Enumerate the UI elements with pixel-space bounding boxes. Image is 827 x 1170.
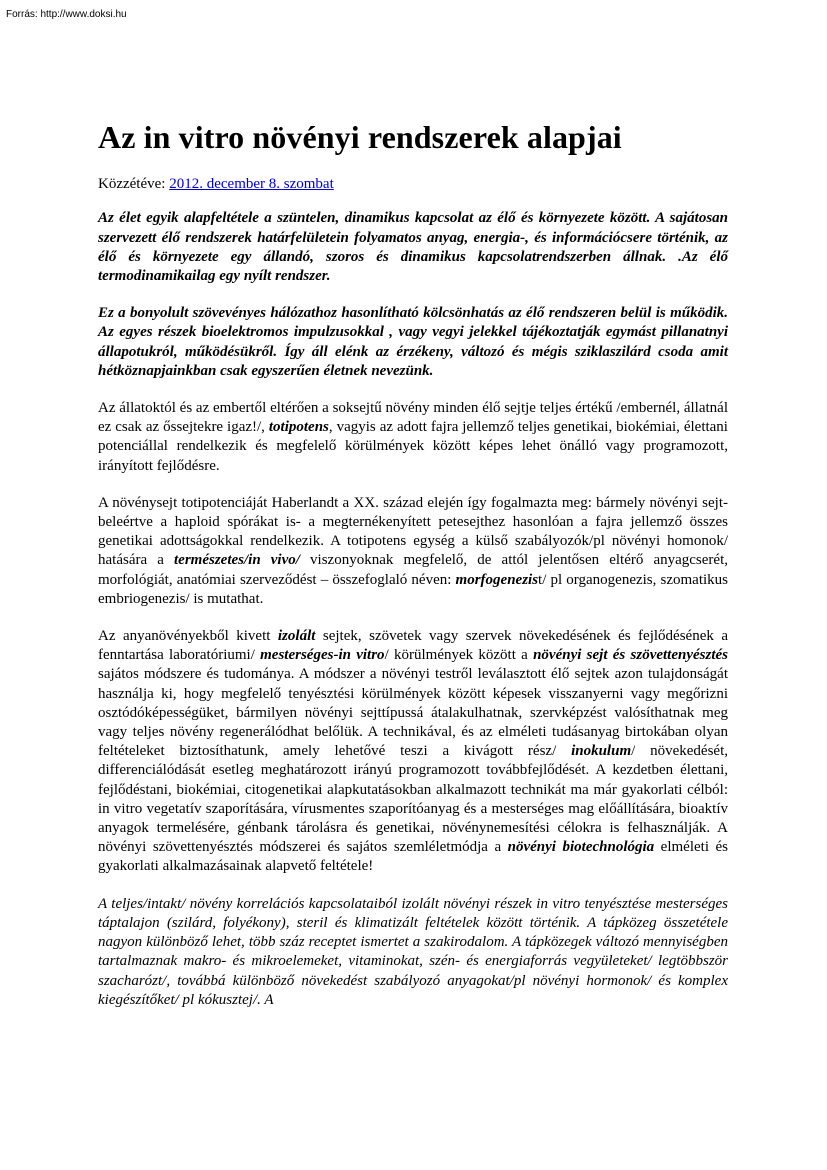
term-totipotens: totipotens [268, 419, 329, 436]
date-link[interactable]: 2012. december 8. szombat [169, 176, 334, 193]
text-run: Az állatoktól és az embertől eltérően a soksejtű növény minden élő sejtje teljes értékű /embernél, állatnál ez csak az őssejtekre igaz!/, [98, 400, 728, 436]
text-run: sejtek, szövetek vagy szervek növekedésének és fejlődésének a fenntartása laboratóriumi/ [98, 628, 728, 664]
text-run: sajátos módszere és tudománya. A módszer a növényi testről leválasztott élő sejtek azon tulajdonságát használja ki, hogy megfelelő tenyésztési körülmények között képesek visszanyerni vagy megőrizni osztódóképességüket, bármilyen növényi sejttípussá átalakulhatnak, szervképzést valósíthatnak meg vagy teljes növény regenerálódhat belőlük. A technikával, és az elméleti tudásanyag birtokában olyan feltételeket biztosíthatunk, amely lehetővé teszi a kivágott rész/ [98, 666, 728, 760]
text-run: viszonyoknak megfelelő, de attól jelentősen eltérő anyagcserét, morfológiát, anatómiai szerveződést – összefoglaló néven: [98, 552, 728, 588]
term-morfogenezis: morfogenezis [455, 571, 539, 588]
paragraph-totipotency [98, 399, 728, 476]
source-label: Forrás: http://www.doksi.hu [6, 9, 127, 20]
publish-meta [98, 175, 728, 194]
term-in-vitro: mesterséges-in vitro [260, 647, 385, 664]
term-inokulum: inokulum [571, 743, 632, 760]
text-run: t/ pl organogenezis, szomatikus embriogenezis/ is mutathat. [98, 571, 728, 607]
text-run: Az anyanövényekből kivett [98, 628, 278, 645]
intro-paragraph-2: Ez a bonyolult szövevényes hálózathoz hasonlítható kölcsönhatás az élő rendszeren belül is működik. Az egyes részek bioelektromos impulzusokkal , vagy vegyi jelekkel tájékoztatják egymást pillanatnyi állapotukról, működésükről. Így áll elénk az érzékeny, változó és mégis sziklaszilárd csoda amit hétköznapjainkban csak egyszerűen életnek nevezünk. [98, 305, 728, 379]
paragraph-tissue-culture [98, 627, 728, 877]
term-izolalt: izolált [277, 628, 316, 645]
text-run: elméleti és gyakorlati alkalmazásainak alapvető feltétele! [98, 839, 728, 875]
term-szovettenyesztes: növényi sejt és szövettenyésztés [533, 647, 728, 664]
intro-paragraph-1: Az élet egyik alapfeltétele a szüntelen, dinamikus kapcsolat az élő és környezete között. A sajátosan szervezett élő rendszerek határfelületein folyamatos anyag, energia-, és információcsere történik, az élő és környezete egy állandó, szoros és dinamikus kapcsolatrendszerben állnak. .Az élő termodinamikailag egy nyílt rendszer. [98, 210, 728, 284]
published-label: Közzétéve: [98, 176, 170, 193]
term-biotechnologia: növényi biotechnológia [507, 839, 655, 856]
page-title: Az in vitro növényi rendszerek alapjai [98, 119, 622, 155]
text-run: / növekedését, differenciálódását esetleg meghatározott irányú programozott továbbfejlődését. A kezdetben élettani, fejlődéstani, biokémiai, citogenetikai alapkutatásokban alkalmazott technikát ma már gyakorlati célból: in vitro vegetatív szaporítására, vírusmentes szaporítóanyag és a mesterséges mag előállítására, bioaktív anyagok termelésére, génbank tárolásra és genetikai, növénynemesítési célokra is felhasználják. A növényi szövettenyésztés módszerei és sajátos szemléletmódja a [98, 743, 728, 856]
paragraph-media: A teljes/intakt/ növény korrelációs kapcsolataiból izolált növényi részek in vitro tenyésztése mesterséges táptalajon (szilárd, folyékony), steril és klimatizált feltételek között történik. A tápközeg összetétele nagyon különböző lehet, több száz receptet ismertet a szakirodalom. A tápközegek változó mennyiségben tartalmaznak makro- és mikroelemeket, vitaminokat, szén- és energiaforrás vegyületeket/ legtöbbször szacharózt/, továbbá különböző növekedést szabályozó anyagokat/pl növényi hormonok/ és komplex kiegészítőket/ pl kókusztej/. A [98, 895, 728, 1008]
text-run: / körülmények között a [384, 647, 534, 664]
article [98, 118, 728, 1010]
paragraph-haberlandt [98, 494, 728, 609]
text-run: , vagyis az adott fajra jellemző teljes genetikai, biokémiai, élettani potenciállal rendelkezik és megfelelő körülmények között képes lehet önálló vagy programozott, irányított fejlődésre. [98, 419, 728, 474]
text-run: A növénysejt totipotenciáját Haberlandt a XX. század elején így fogalmazta meg: bármely növényi sejt-beleértve a haploid spórákat is- a megternékenyített petesejthez hasonlóan a fajra jellemző összes genetikai adottságokkal rendelkezik. A totipotens egység a külső szabályozók/pl növényi homonok/ hatására a [98, 494, 728, 569]
term-in-vivo: természetes/in vivo/ [174, 552, 300, 569]
